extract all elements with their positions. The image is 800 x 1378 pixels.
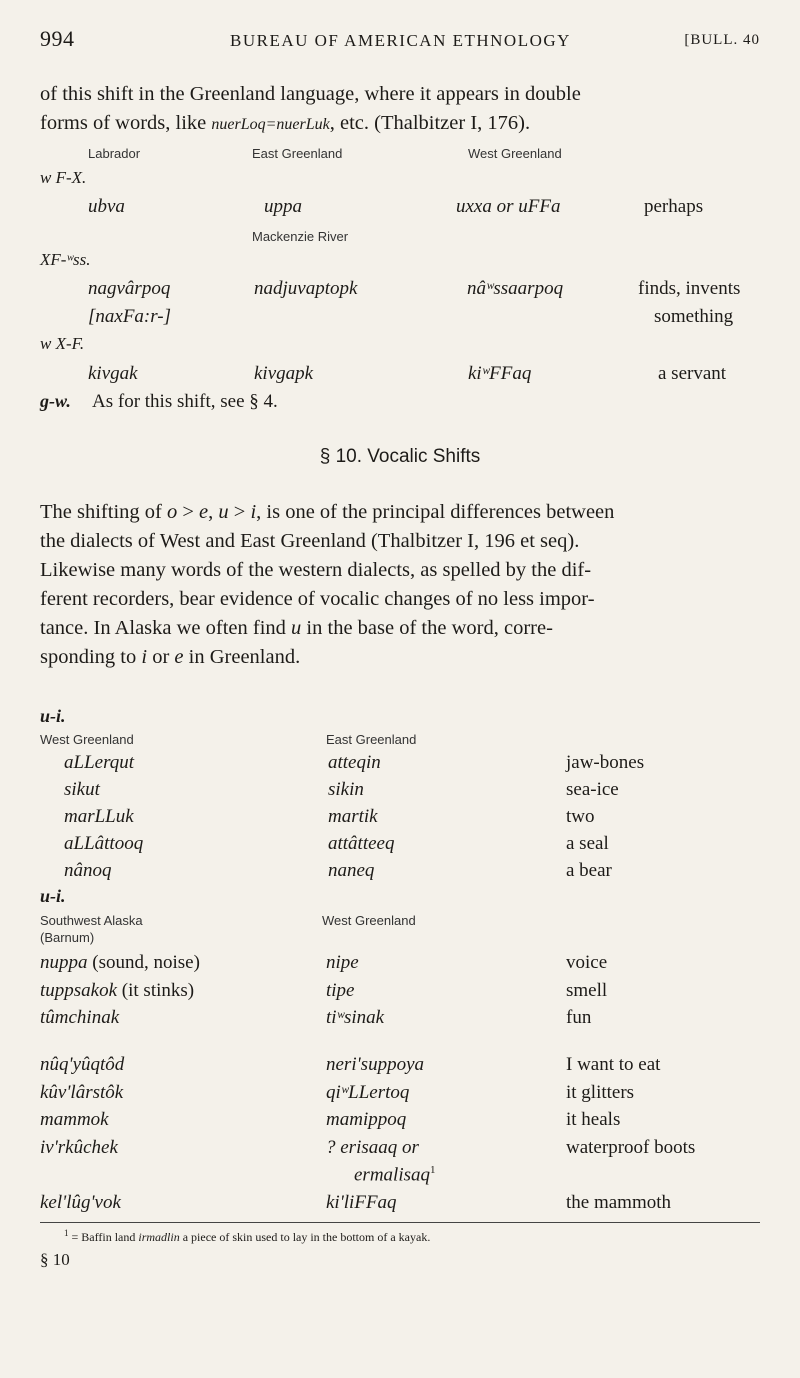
gloss: a servant xyxy=(658,363,727,384)
gloss: jaw-bones xyxy=(566,752,645,773)
gloss: perhaps xyxy=(644,196,704,217)
southwest-alaska-word: mammok xyxy=(40,1109,109,1130)
southwest-alaska-word: tûmchinak xyxy=(40,1007,120,1028)
west-greenland-word: nâʷssaarpoq xyxy=(467,278,564,299)
footnote-reference: 1 xyxy=(430,1164,436,1176)
footnote-divider xyxy=(40,1222,760,1223)
west-greenland-word: nânoq xyxy=(64,860,112,881)
southwest-alaska-word: nûq'yûqtôd xyxy=(40,1054,125,1075)
labrador-word: kivgak xyxy=(88,363,138,384)
gloss: a bear xyxy=(566,860,612,881)
column-header: Southwest Alaska xyxy=(40,913,143,928)
gloss: a seal xyxy=(566,833,609,854)
gloss: fun xyxy=(566,1007,592,1028)
footnote-text: a piece of skin used to lay in the bottom of a kayak. xyxy=(179,1230,431,1244)
west-greenland-word: nipe xyxy=(326,952,359,973)
text-run: , etc. (Thalbitzer I, 176). xyxy=(329,112,531,134)
section-title: § 10. Vocalic Shifts xyxy=(319,446,481,467)
labrador-word-phonetic: [naxFa:r-] xyxy=(88,306,171,327)
column-header: Labrador xyxy=(88,146,141,161)
text-run: sponding to xyxy=(40,646,142,668)
southwest-alaska-word: iv'rkûchek xyxy=(40,1137,118,1158)
east-greenland-word: attâtteeq xyxy=(328,833,395,854)
text-run: The shifting of xyxy=(40,501,167,523)
text-run: tance. In Alaska we often find xyxy=(40,617,292,639)
gloss: I want to eat xyxy=(566,1054,661,1075)
southwest-alaska-word: kel'lûg'vok xyxy=(40,1192,121,1213)
west-greenland-word: mamippoq xyxy=(326,1109,407,1130)
intro-paragraph xyxy=(40,80,760,139)
shift-label: w F-X. xyxy=(40,168,87,187)
west-greenland-word: marLLuk xyxy=(64,806,134,827)
southwest-alaska-entry xyxy=(40,980,194,1002)
west-greenland-word: tipe xyxy=(326,980,355,1001)
column-header: East Greenland xyxy=(252,146,343,161)
gloss: finds, invents xyxy=(638,278,741,299)
text-run: in the base of the word, corre- xyxy=(301,617,553,639)
labrador-word: nagvârpoq xyxy=(88,278,171,299)
vowel: o xyxy=(166,501,178,523)
vowel: u xyxy=(218,501,229,523)
gloss: voice xyxy=(566,952,608,973)
west-greenland-word: kiʷFFaq xyxy=(468,363,532,384)
text-line xyxy=(40,109,760,139)
column-header: West Greenland xyxy=(468,146,562,161)
word-gloss: (it stinks) xyxy=(117,980,195,1001)
word-gloss: (sound, noise) xyxy=(87,952,200,973)
text-line xyxy=(40,498,760,527)
column-header: West Greenland xyxy=(40,732,134,747)
vowel: u xyxy=(291,617,302,639)
west-greenland-word xyxy=(354,1164,436,1186)
east-greenland-word: kivgapk xyxy=(254,363,314,384)
west-greenland-word: uxxa or uFFa xyxy=(456,196,561,217)
east-greenland-word: uppa xyxy=(264,196,302,217)
east-greenland-word: nadjuvaptopk xyxy=(254,278,358,299)
text-run: , is one of the principal differences between xyxy=(256,501,615,523)
shift-label: XF-ʷss. xyxy=(40,250,91,269)
text-run: > xyxy=(228,501,251,523)
column-subheader: Mackenzie River xyxy=(252,229,349,244)
west-greenland-word: aLLerqut xyxy=(64,752,135,773)
gloss: the mammoth xyxy=(566,1192,672,1213)
example-word: nuerLoq=nuerLuk xyxy=(211,116,330,133)
southwest-alaska-word: tuppsakok xyxy=(40,980,118,1001)
text-line: of this shift in the Greenland language, where it appears in double xyxy=(40,83,581,105)
footnote-text: = Baffin land xyxy=(68,1230,139,1244)
southwest-alaska-word: nuppa xyxy=(40,952,88,973)
east-greenland-word: atteqin xyxy=(328,752,381,773)
west-greenland-word: ? erisaaq or xyxy=(326,1137,419,1158)
southwest-alaska-word: kûv'lârstôk xyxy=(40,1082,124,1103)
body-paragraph xyxy=(40,498,760,672)
southwest-alaska-entry xyxy=(40,1007,119,1029)
text-line: ferent recorders, bear evidence of vocalic changes of no less impor- xyxy=(40,588,595,610)
gloss: two xyxy=(566,806,595,827)
text-run: in Greenland. xyxy=(183,646,301,668)
vowel: i xyxy=(250,501,257,523)
east-greenland-word: naneq xyxy=(328,860,375,881)
column-header: East Greenland xyxy=(326,732,417,747)
east-greenland-word: sikin xyxy=(328,779,364,800)
gloss: it glitters xyxy=(566,1082,635,1103)
gloss: sea-ice xyxy=(566,779,619,800)
west-greenland-word: sikut xyxy=(64,779,100,800)
text-line: Likewise many words of the western dialects, as spelled by the dif- xyxy=(40,559,592,581)
vowel: e xyxy=(174,646,184,668)
west-greenland-word: qiʷLLertoq xyxy=(326,1082,410,1103)
word-text: ermalisaq xyxy=(354,1164,430,1186)
gloss: waterproof boots xyxy=(566,1137,696,1158)
page-header xyxy=(40,26,760,56)
column-header: West Greenland xyxy=(322,913,416,928)
west-greenland-word: neri'suppoya xyxy=(326,1054,424,1075)
southwest-alaska-entry xyxy=(40,952,200,974)
column-subheader: (Barnum) xyxy=(40,930,95,945)
gloss: it heals xyxy=(566,1109,621,1130)
running-head: BUREAU OF AMERICAN ETHNOLOGY xyxy=(230,31,571,50)
labrador-word: ubva xyxy=(88,196,125,217)
footnote-term: irmadlin xyxy=(138,1230,180,1244)
shift-label: u-i. xyxy=(40,886,66,906)
vowel: i xyxy=(141,646,148,668)
shift-label: w X-F. xyxy=(40,334,85,353)
text-line: the dialects of West and East Greenland (Thalbitzer I, 196 et seq). xyxy=(40,530,580,552)
west-greenland-word: ki'liFFaq xyxy=(326,1192,397,1213)
text-run: , xyxy=(208,501,219,523)
west-greenland-word: aLLâttooq xyxy=(64,833,144,854)
gloss: something xyxy=(654,306,734,327)
west-greenland-word: tiʷsinak xyxy=(326,1007,385,1028)
east-greenland-word: martik xyxy=(328,806,378,827)
footnote xyxy=(64,1228,430,1245)
text-run: forms of words, like xyxy=(40,112,212,134)
vowel: e xyxy=(199,501,209,523)
text-line xyxy=(40,614,760,643)
text-line xyxy=(40,643,760,672)
shift-label: u-i. xyxy=(40,706,66,726)
gloss: smell xyxy=(566,980,608,1001)
shift-label: g-w. xyxy=(40,391,71,411)
footnote-mark: 1 xyxy=(64,1228,69,1238)
text-run: > xyxy=(177,501,200,523)
cross-reference-text: As for this shift, see § 4. xyxy=(92,391,278,412)
bulletin-number: [BULL. 40 xyxy=(684,32,760,48)
page-number: 994 xyxy=(40,26,75,51)
section-footer: § 10 xyxy=(40,1250,70,1269)
text-run: or xyxy=(147,646,175,668)
